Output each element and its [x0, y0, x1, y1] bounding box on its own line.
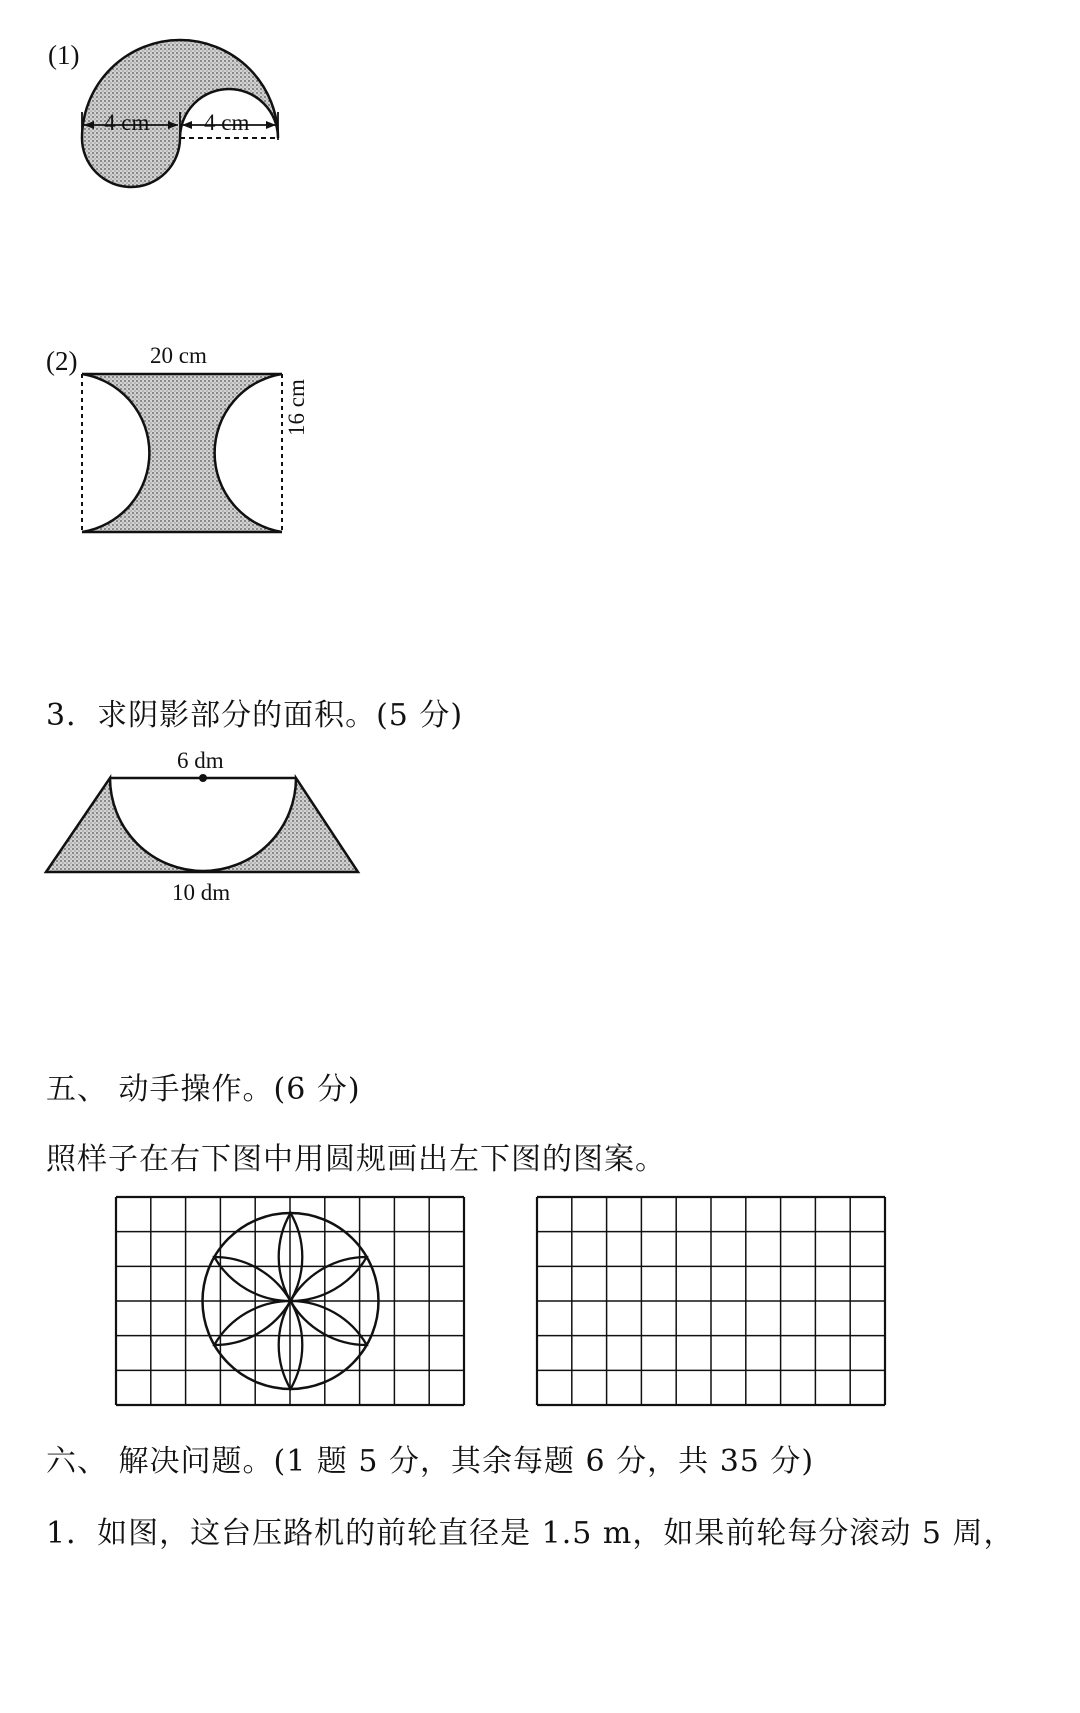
figure-2-label: (2): [46, 346, 78, 376]
question-3-text: 3．求阴影部分的面积。(5 分): [46, 698, 464, 733]
section-6-heading: 六、 解决问题。(1 题 5 分，其余每题 6 分，共 35 分): [46, 1444, 815, 1479]
figure-1-dim-left: 4 cm: [104, 110, 150, 135]
question-3-bottom-label: 10 dm: [172, 880, 231, 905]
figure-1-label: (1): [48, 40, 80, 70]
section-5-instruction: 照样子在右下图中用圆规画出左下图的图案。: [46, 1142, 666, 1177]
drawing-grid[interactable]: [537, 1197, 885, 1405]
figure-2-height-label: 16 cm: [284, 379, 309, 436]
figure-2-width-label: 20 cm: [150, 343, 207, 368]
section-5-heading: 五、 动手操作。(6 分): [46, 1072, 361, 1107]
sample-grid: [116, 1197, 464, 1405]
section-6-question-1: 1．如图，这台压路机的前轮直径是 1.5 m，如果前轮每分滚动 5 周，: [46, 1516, 1015, 1551]
figure-1-dim-right: 4 cm: [204, 110, 250, 135]
question-3-top-label: 6 dm: [177, 748, 224, 773]
